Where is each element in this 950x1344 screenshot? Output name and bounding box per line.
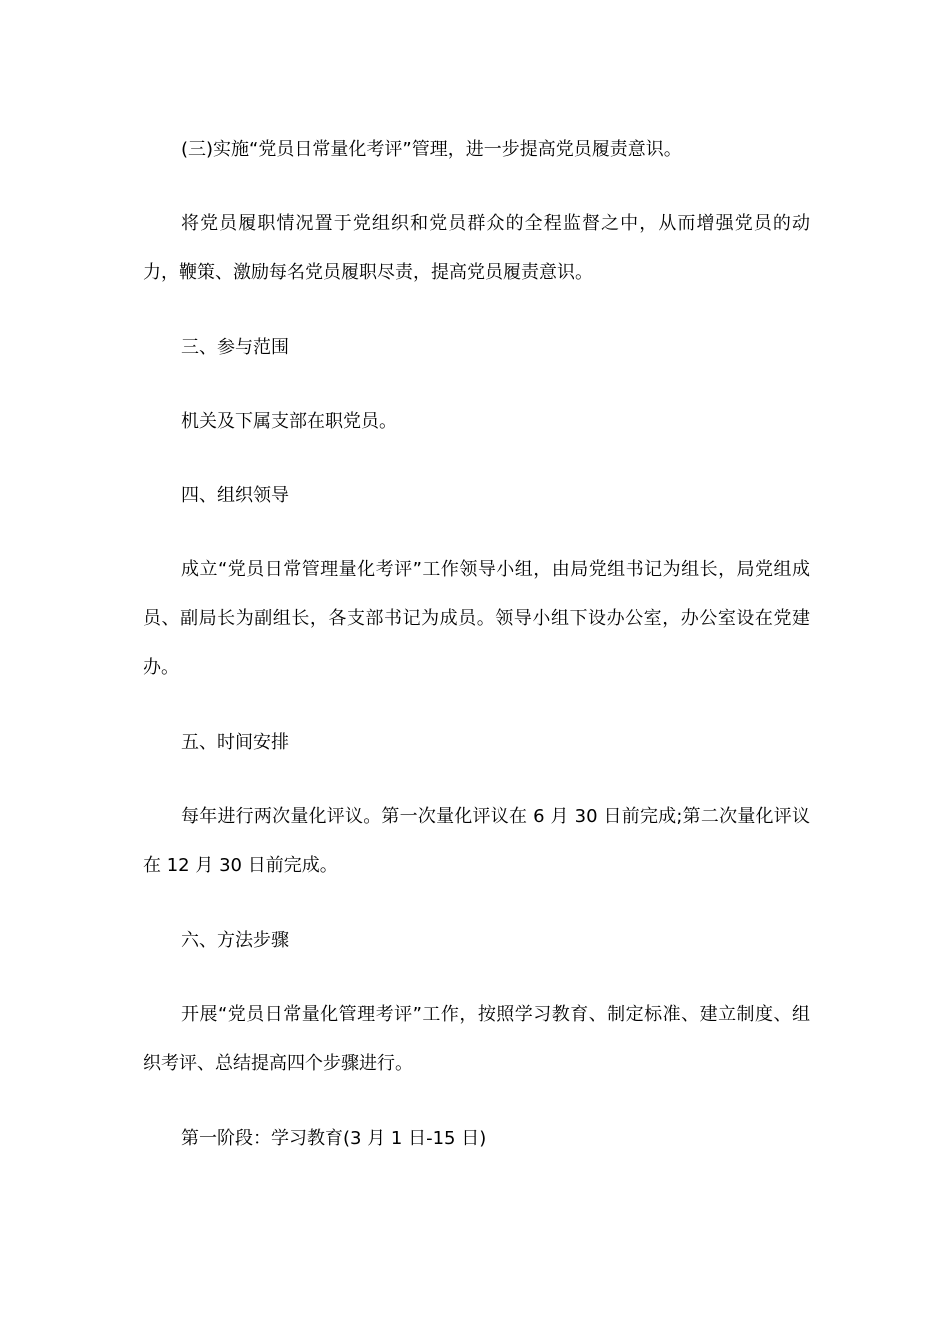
paragraph-implement-evaluation: (三)实施“党员日常量化考评”管理，进一步提高党员履责意识。 [181, 139, 682, 160]
paragraph-supervision: 将党员履职情况置于党组织和党员群众的全程监督之中，从而增强党员的动力，鞭策、激励每名党员履职尽责，提高党员履责意识。 [143, 213, 810, 283]
paragraph-scope: 机关及下属支部在职党员。 [181, 411, 397, 432]
heading-scope: 三、参与范围 [181, 337, 289, 358]
paragraph-methods: 开展“党员日常量化管理考评”工作，按照学习教育、制定标准、建立制度、组织考评、总结提高四个步骤进行。 [143, 1004, 810, 1074]
heading-leadership: 四、组织领导 [181, 485, 289, 506]
heading-schedule: 五、时间安排 [181, 732, 289, 753]
heading-methods: 六、方法步骤 [181, 930, 289, 951]
paragraph-leadership: 成立“党员日常管理量化考评”工作领导小组，由局党组书记为组长，局党组成员、副局长为副组长，各支部书记为成员。领导小组下设办公室，办公室设在党建办。 [143, 559, 810, 678]
paragraph-phase-one: 第一阶段：学习教育(3 月 1 日-15 日) [181, 1128, 487, 1149]
paragraph-schedule: 每年进行两次量化评议。第一次量化评议在 6 月 30 日前完成;第二次量化评议在 12 月 30 日前完成。 [143, 806, 810, 876]
